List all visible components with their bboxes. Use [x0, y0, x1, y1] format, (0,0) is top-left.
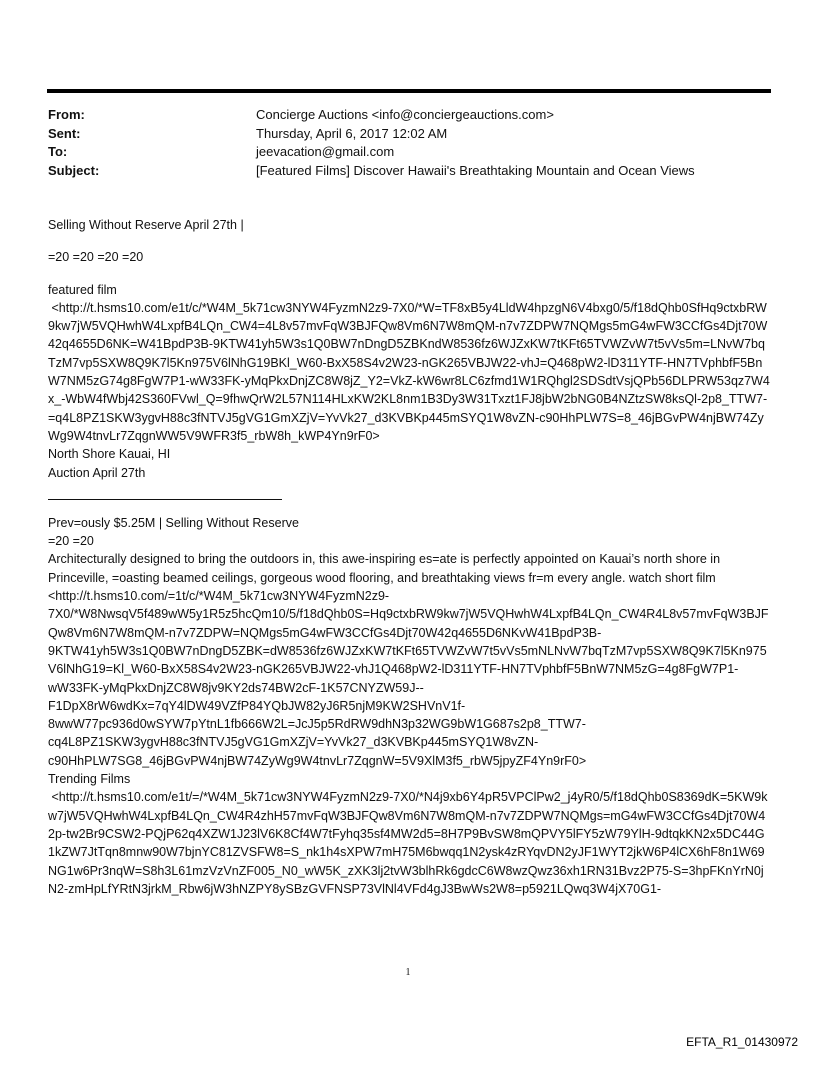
to-value: jeevacation@gmail.com — [256, 144, 395, 159]
from-value: Concierge Auctions <info@conciergeauctions.com> — [256, 107, 554, 122]
from-label: From: — [48, 107, 85, 122]
subject-row — [48, 162, 772, 181]
sent-row — [48, 125, 772, 144]
spacer-line: =20 =20 =20 =20 — [48, 250, 144, 265]
to-label: To: — [48, 144, 68, 159]
location-text: North Shore Kauai, HI — [48, 447, 171, 462]
sent-label: Sent: — [48, 125, 81, 141]
subject-value: [Featured Films] Discover Hawaii's Breathtaking Mountain and Ocean Views — [256, 162, 695, 178]
subject-label: Subject: — [48, 162, 100, 178]
document-id: EFTA_R1_01430972 — [686, 1035, 798, 1049]
reserve-line: Selling Without Reserve April 27th | — [48, 218, 244, 232]
trending-films-link[interactable]: <http://t.hsms10.com/e1t/=/*W4M_5k71cw3NYW4FyzmN2z9-7X0/*N4j9xb6Y4pR5VPClPw2_j4yR0/5/f18dQhb0S8369dK=5KW9kw7jW5VQHwhW4LxpfB4LQn_CW4R4zhH57mvFqW3BJFQw8Vm6N7W8mQM-n7v7ZDPW7NQMgs=mG4wFW3CCfGs4Djt70W42p-tw2Br9CSW2-PQjP62q4XZW1J23lV6K8Cf4W7tFyhq35sf4MW2d5=8H7P9BvSW8mQPVY5lFY5zW79YlH-9dtqkKN2x5DC44G1kZW7JtTqn8mnw90W7bjnYC81ZVSFW8=S_nk1h4sXPW7mH75M6bwqq1N2ysk4zRYqvDN2yJF1WYT2jkW6P4lCX6hF8n1W69NG1w6Pr3nqW=S8h3L61mzVzVnZF005_N0_wW5K_zXK3lj2tvW3blhRk6gdcC6W8wzQwz36xh1RN31Bvz2P75-S=3hpFKnYrN0jN2-zmHpLfYRtN3jrkM_Rbw6jW3hNZPY8ySBzGVFNSP73VlNl4VFd4gJ3BwWs2W8=p5921LQwq3W4jX70G1- — [48, 790, 768, 896]
spacer-line-2: =20 =20 — [48, 534, 94, 549]
price-line: Prev=ously $5.25M | Selling Without Reserve — [48, 515, 299, 530]
featured-film-label: featured film — [48, 282, 117, 297]
description-text: Architecturally designed to bring the outdoors in, this awe-inspiring es=ate is perfectly appointed on Kauai’s north shore in Princeville, =oasting beamed ceilings, gorgeous wood flooring, and breathtaking views fr=m every angle. watch short film <http://t.hsms10.com/=1t/c/*W4M_5k71cw3NYW4FyzmN2z9-7X0/*W8NwsqV5f489wW5y1R5z5hcQm10/5/f18dQhb0S=Hq9ctxbRW9kw7jW5VQHwhW4LxpfB4LQn_CW4R4L8v57mvFqW3BJFQw8Vm6N7W8mQM-n7v7ZDPW=NQMgs5mG4wFW3CCfGs4Djt70W42q4655D6NKvW41BpdP3B-9KTW41yh5W3s1Q0BW7nDngD5ZBK=dW8536fz6WJZxKW7tKFt65TVWZvW7t5vVs5mNLNvW7bqTzM7vp5SXW8Q9K7l5Kn975V6lNhG19=Kl_W60-BxX58S4v2W23-nGK265VBJW22-vhJ1Q468pW2-lD311YTF-HN7TVphbfF5BnW7NM5zG=4g8FgW7P1-wW33FK-yMqPkxDnjZC8W8jv9KY2ds74BW2cF-1K57CNYZW59J--F1DpX8rW6wdKx=7qY4lDW49VZfP84YQbJW82yJ6R5njM9KW2SHVnV1f-8wwW77pc936d0wSYW7pYtnL1fb666W2L=JcJ5p5RdRW9dhN3p32WG9bW1G687s2p8_TTW7-cq4L8PZ1SKW3ygvH88c3fNTVJ5gVG1GmXZjV=YvVk27_d3KVBKp445mSYQ1W8vZN-c90HhPLW7SG8_46jBGvPW4njBW74ZyWg9W4tnvLr7ZqgnW=5V9XlM3f5_rbW5jpyZF4Yn9rF0> — [48, 552, 769, 768]
to-row — [48, 143, 772, 162]
featured-film-link[interactable]: <http://t.hsms10.com/e1t/c/*W4M_5k71cw3NYW4FyzmN2z9-7X0/*W=TF8xB5y4LldW4hpzgN6V4bxg0/5/f18dQhb0SfHq9ctxbRW9kw7jW5VQHwhW4LxpfB4LQn_CW4=4L8v57mvFqW3BJFQw8Vm6N7W8mQM-n7v7ZDPW7NQMgs5mG4wFW3CCfGs4Djt70W42q4655D6NK=W41BpdP3B-9KTW41yh5W3s1Q0BW7nDngD5ZBKndW8536fz6WJZxKW7tKFt65TVWZvW7t5vVs5m=LNvW7bqTzM7vp5SXW8Q9K7l5Kn975V6lNhG19BKl_W60-BxX58S4v2W23-nGK265VBJW22-vhJ=Q468pW2-lD311YTF-HN7TVphbfF5BnW7NM5zG74g8FgW7P1-wW33FK-yMqPkxDnjZC8W8jZ_Y2=VkZ-kW6wr8LC6zfmd1W1RQhgl2SDSdtVsjQPb56DLPRW53qz7W4x_-WbW4fWbj42S360FVwl_Q=9fhwQrW2L57N114HLxKW2KL8nm1B3Dy3W31Txzt1FJ8jbW2bNG0B4NZtzSW8ksQl-2p8_TTW7-=q4L8PZ1SKW3ygvH88c3fNTVJ5gVG1GmXZjV=YvVk27_d3KVBKp445mSYQ1W8vZN-c90HhPLW7S=8_46jBGvPW4njBW74ZyWg9W4tnvLr7ZqgnWW5V9WFR3f5_rbW8h_kWP4Yn9rF0> — [48, 300, 770, 443]
section-divider — [48, 499, 282, 500]
from-row — [48, 106, 772, 125]
auction-date-text: Auction April 27th — [48, 465, 146, 480]
sent-value: Thursday, April 6, 2017 12:02 AM — [256, 125, 448, 141]
page-number: 1 — [405, 967, 411, 978]
email-header — [48, 106, 772, 180]
header-rule — [47, 89, 771, 93]
trending-films-label: Trending Films — [48, 772, 131, 787]
email-body — [48, 216, 770, 898]
